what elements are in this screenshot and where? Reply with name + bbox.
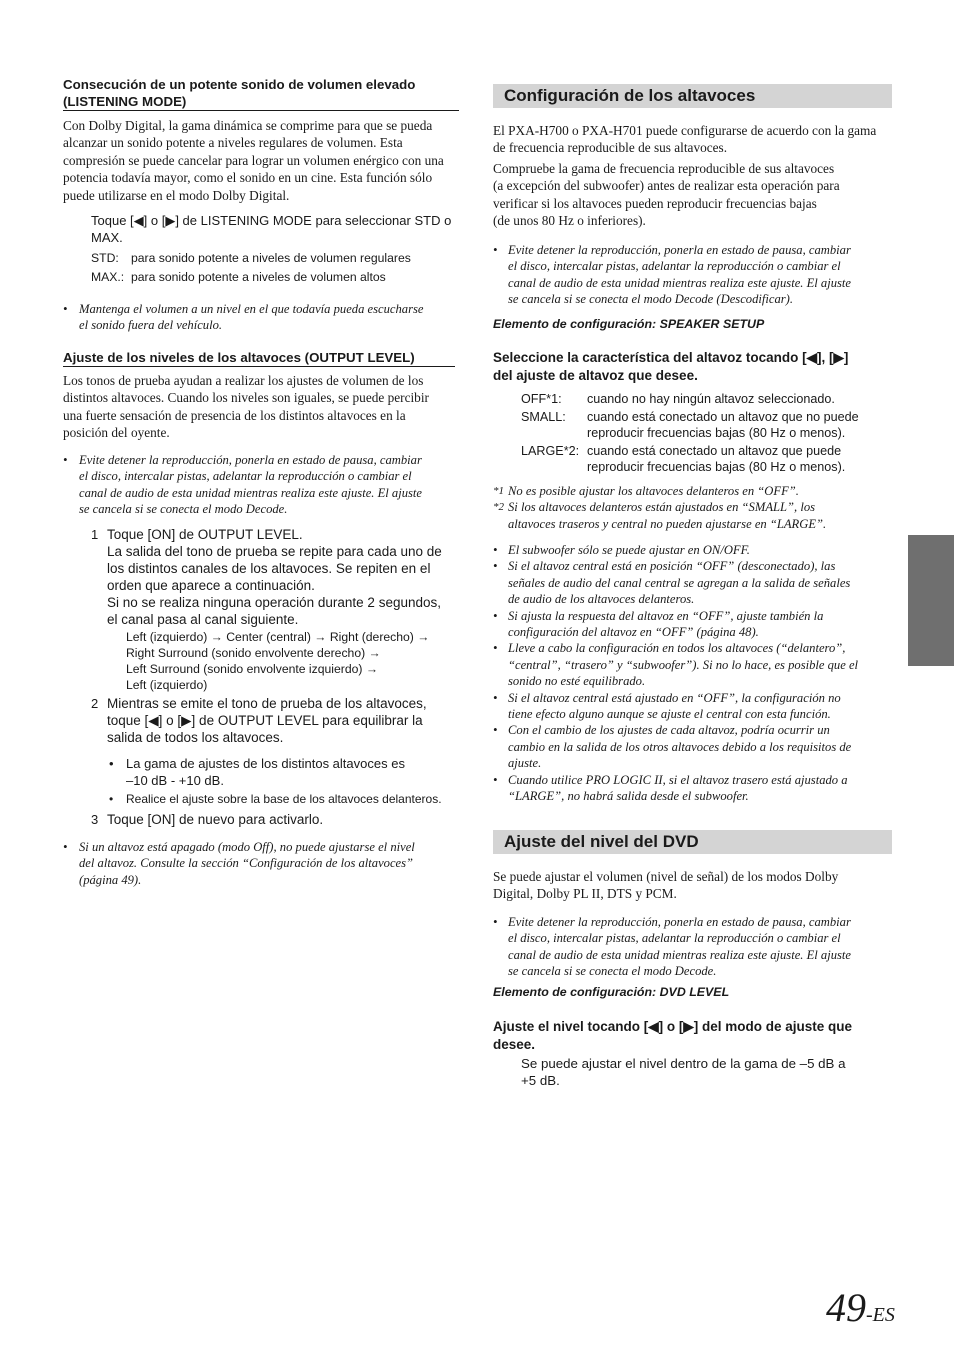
bullet: • bbox=[493, 723, 498, 738]
bullet: • bbox=[493, 772, 498, 787]
step-line: Si no se realiza ninguna operación durante 2 segundos, bbox=[107, 595, 441, 610]
body-line: Digital, Dolby PL II, DTS y PCM. bbox=[493, 886, 677, 902]
step-2-bullet-1 bbox=[109, 755, 463, 789]
bullet: • bbox=[493, 243, 498, 257]
footnotes bbox=[493, 483, 893, 532]
step-3 bbox=[91, 811, 463, 828]
listening-note bbox=[63, 301, 463, 334]
dvd-section-header bbox=[493, 830, 892, 854]
step-line: Toque [ON] de nuevo para activarlo. bbox=[107, 812, 324, 827]
section-title: Ajuste del nivel del DVD bbox=[504, 832, 699, 851]
note-line: Evite detener la reproducción, ponerla en estado de pausa, cambiar bbox=[508, 243, 851, 257]
note-line: el disco, intercalar pistas, adelantar la reproducción o cambiar el bbox=[79, 469, 412, 484]
note-line: Evite detener la reproducción, ponerla en estado de pausa, cambiar bbox=[508, 915, 851, 929]
output-level-note bbox=[63, 452, 463, 518]
page-suffix: -ES bbox=[866, 1304, 895, 1326]
max-label: MAX.: bbox=[91, 270, 125, 284]
body-line: distintos altavoces. Cuando los niveles son iguales, se puede percibir bbox=[63, 390, 429, 406]
step-line: orden que aparece a continuación. bbox=[107, 578, 315, 593]
note-line: el disco, intercalar pistas, adelantar la reproducción o cambiar el bbox=[508, 931, 841, 946]
note-line: Cuando utilice PRO LOGIC II, si el altavoz trasero está ajustado a bbox=[508, 772, 848, 787]
body-line: una fuerte sensación de presencia de los distintos altavoces en la bbox=[63, 407, 406, 423]
option-label: OFF*1: bbox=[521, 392, 562, 406]
body-line: compresión se puede cancelar para lograr un volumen enérgico con una bbox=[63, 152, 444, 168]
step-line: el canal pasa al canal siguiente. bbox=[107, 612, 299, 627]
body-line: Se puede ajustar el volumen (nivel de señal) de los modos Dolby bbox=[493, 869, 839, 884]
std-label: STD: bbox=[91, 251, 119, 265]
note-line: sonido no esté equilibrado. bbox=[508, 674, 646, 689]
option-text: reproducir frecuencias bajas (80 Hz o menos). bbox=[587, 426, 846, 440]
heading-line: Ajuste de los niveles de los altavoces (OUTPUT LEVEL) bbox=[63, 350, 415, 365]
heading-line: desee. bbox=[493, 1037, 536, 1052]
std-definition bbox=[91, 250, 461, 266]
bullet-line: La gama de ajustes de los distintos altavoces es bbox=[126, 756, 405, 771]
bullet: • bbox=[63, 840, 68, 854]
option-text: cuando no hay ningún altavoz seleccionado. bbox=[587, 392, 835, 406]
option-small bbox=[521, 409, 859, 441]
bullet: • bbox=[63, 302, 68, 316]
list-item bbox=[493, 690, 893, 723]
section-side-tab bbox=[908, 535, 954, 666]
sequence-line: Left Surround (sonido envolvente izquierdo) → bbox=[126, 662, 379, 676]
section-title: Configuración de los altavoces bbox=[504, 86, 756, 105]
bullet: • bbox=[493, 559, 498, 574]
footnote-text: Si los altavoces delanteros están ajustados en “SMALL”, los bbox=[508, 500, 816, 515]
heading-line: Consecución de un potente sonido de volumen elevado bbox=[63, 77, 416, 92]
dvd-description bbox=[521, 1055, 893, 1089]
note-line: cambio en la salida de los otros altavoces debido a los requisitos de bbox=[508, 739, 852, 754]
list-item bbox=[493, 722, 893, 771]
step-line: Mientras se emite el tono de prueba de los altavoces, bbox=[107, 696, 427, 711]
list-item bbox=[493, 608, 893, 641]
note-line: Si el altavoz central está ajustado en “OFF”, la configuración no bbox=[508, 690, 841, 705]
output-level-body bbox=[63, 372, 463, 442]
step-2 bbox=[91, 695, 463, 746]
note-line: Evite detener la reproducción, ponerla en estado de pausa, cambiar bbox=[79, 453, 422, 467]
bullet: • bbox=[493, 915, 498, 929]
bullet: • bbox=[493, 608, 498, 623]
bullet: • bbox=[63, 453, 68, 467]
sequence-line: Left (izquierdo) bbox=[126, 678, 208, 692]
listening-mode-body bbox=[63, 117, 463, 204]
instruction-line: Toque [◀] o [▶] de LISTENING MODE para seleccionar STD o bbox=[91, 213, 452, 228]
step-number: 3 bbox=[91, 812, 99, 827]
listening-instruction bbox=[91, 212, 461, 246]
note-line: (página 49). bbox=[79, 872, 142, 887]
body-line: posición del oyente. bbox=[63, 425, 170, 441]
note-line: tiene efecto alguno aunque se ajuste el central con esta función. bbox=[508, 707, 831, 722]
body-line: Con Dolby Digital, la gama dinámica se comprime para que se pueda bbox=[63, 118, 433, 133]
step-2-bullet-2 bbox=[109, 791, 463, 807]
note-line: se cancela si se conecta el modo Decode. bbox=[508, 964, 717, 979]
config-note bbox=[493, 242, 893, 308]
option-large bbox=[521, 443, 845, 475]
step-line: toque [◀] o [▶] de OUTPUT LEVEL para equilibrar la bbox=[107, 713, 423, 728]
body-line: (a excepción del subwoofer) antes de realizar esta operación para bbox=[493, 178, 840, 194]
footnote-mark: *2 bbox=[493, 501, 504, 514]
page-number bbox=[826, 1284, 895, 1339]
config-notes-list bbox=[493, 542, 893, 805]
body-line: Compruebe la gama de frecuencia reproducible de sus altavoces bbox=[493, 160, 835, 176]
max-text: para sonido potente a niveles de volumen altos bbox=[131, 270, 386, 284]
bullet: • bbox=[109, 756, 114, 771]
note-line: del altavoz. Consulte la sección “Configuración de los altavoces” bbox=[79, 856, 414, 871]
footnote-2 bbox=[493, 499, 893, 532]
body-line: potencia todavía mayor, como el sonido en un cine. Esta función sólo bbox=[63, 170, 433, 186]
sequence-line: Left (izquierdo) → Center (central) → Right (derecho) → bbox=[126, 630, 430, 644]
note-line: señales de audio del canal central se agregan a la salida de señales bbox=[508, 575, 851, 590]
std-text: para sonido potente a niveles de volumen regulares bbox=[131, 251, 411, 265]
note-line: el disco, intercalar pistas, adelantar la reproducción o cambiar el bbox=[508, 259, 841, 274]
channel-sequence bbox=[126, 629, 466, 693]
option-off bbox=[521, 391, 835, 407]
note-line: ajuste. bbox=[508, 756, 542, 771]
body-line: Los tonos de prueba ayudan a realizar los ajustes de volumen de los bbox=[63, 373, 424, 388]
final-note bbox=[63, 839, 463, 888]
step-1 bbox=[91, 526, 463, 628]
note-line: Lleve a cabo la configuración en todos los altavoces (“delantero”, bbox=[508, 641, 846, 656]
instruction-line: MAX. bbox=[91, 230, 123, 245]
note-line: “LARGE”, no habrá salida desde el subwoofer. bbox=[508, 789, 749, 804]
note-line: Si un altavoz está apagado (modo Off), no puede ajustarse el nivel bbox=[79, 840, 415, 854]
heading-line: (LISTENING MODE) bbox=[63, 94, 187, 109]
note-line: se cancela si se conecta el modo Decode (Descodificar). bbox=[508, 292, 794, 307]
heading-line: Seleccione la característica del altavoz tocando [◀], [▶] bbox=[493, 350, 849, 365]
body-line: puede utilizarse en el modo Dolby Digital. bbox=[63, 187, 290, 203]
option-text: cuando está conectado un altavoz que no puede bbox=[587, 410, 859, 424]
select-heading bbox=[493, 349, 893, 385]
list-item bbox=[493, 542, 893, 558]
bullet-line: –10 dB - +10 dB. bbox=[126, 773, 224, 788]
max-definition bbox=[91, 269, 461, 285]
body-line: de frecuencia reproducible de sus altavoces. bbox=[493, 140, 728, 156]
note-line: canal de audio de esta unidad mientras realiza este ajuste. El ajuste bbox=[508, 947, 852, 962]
note-line: Si el altavoz central está en posición “OFF” (desconectado), las bbox=[508, 559, 836, 574]
sequence-line: Right Surround (sonido envolvente derecho) → bbox=[126, 646, 381, 660]
bullet: • bbox=[109, 792, 114, 806]
step-line: Toque [ON] de OUTPUT LEVEL. bbox=[107, 527, 303, 542]
dvd-note bbox=[493, 914, 893, 980]
listening-mode-heading bbox=[63, 76, 459, 111]
list-item bbox=[493, 772, 893, 805]
step-line: La salida del tono de prueba se repite para cada uno de bbox=[107, 544, 442, 559]
body-line: alcanzar un sonido potente a niveles regulares de volumen. Esta bbox=[63, 135, 403, 151]
note-line: de audio de los altavoces delanteros. bbox=[508, 592, 695, 607]
footnote-text: altavoces traseros y central no pueden ajustarse en “LARGE”. bbox=[508, 516, 827, 531]
dvd-body bbox=[493, 868, 893, 903]
note-line: se cancela si se conecta el modo Decode. bbox=[79, 502, 288, 517]
list-item bbox=[493, 558, 893, 607]
bullet-line: Realice el ajuste sobre la base de los altavoces delanteros. bbox=[126, 792, 442, 806]
config-section-header bbox=[493, 84, 892, 108]
note-line: el sonido fuera del vehículo. bbox=[79, 318, 223, 333]
body-line: verificar si los altavoces pueden reproducir frecuencias bajas bbox=[493, 195, 817, 211]
note-line: canal de audio de esta unidad mientras realiza este ajuste. El ajuste bbox=[79, 485, 423, 500]
note-line: “central”, “trasero” y “subwoofer”). Si no lo hace, es posible que el bbox=[508, 657, 859, 672]
step-line: los distintos canales de los altavoces. Se repiten en el bbox=[107, 561, 431, 576]
heading-line: Ajuste el nivel tocando [◀] o [▶] del modo de ajuste que bbox=[493, 1019, 853, 1034]
option-label: SMALL: bbox=[521, 410, 566, 424]
option-text: reproducir frecuencias bajas (80 Hz o menos). bbox=[587, 460, 846, 474]
heading-line: del ajuste de altavoz que desee. bbox=[493, 368, 698, 383]
footnote-text: No es posible ajustar los altavoces delanteros en “OFF”. bbox=[508, 484, 799, 498]
note-line: canal de audio de esta unidad mientras realiza este ajuste. El ajuste bbox=[508, 275, 852, 290]
step-number: 2 bbox=[91, 696, 99, 711]
page-number-value: 49 bbox=[826, 1285, 866, 1330]
note-line: El subwoofer sólo se puede ajustar en ON/OFF. bbox=[508, 543, 750, 557]
body-line: El PXA-H700 o PXA-H701 puede configurarse de acuerdo con la gama bbox=[493, 123, 877, 138]
note-line: Con el cambio de los ajustes de cada altavoz, podría ocurrir un bbox=[508, 723, 830, 738]
step-line: salida de todos los altavoces. bbox=[107, 730, 284, 745]
output-level-heading bbox=[63, 349, 455, 367]
list-item bbox=[493, 640, 893, 689]
body-line: (de unos 80 Hz o inferiores). bbox=[493, 213, 646, 229]
bullet: • bbox=[493, 690, 498, 705]
bullet: • bbox=[493, 543, 498, 557]
bullet: • bbox=[493, 641, 498, 656]
desc-line: Se puede ajustar el nivel dentro de la gama de –5 dB a bbox=[521, 1056, 846, 1071]
note-line: Mantenga el volumen a un nivel en el que todavía pueda escucharse bbox=[79, 302, 424, 316]
desc-line: +5 dB. bbox=[521, 1073, 560, 1088]
option-text: cuando está conectado un altavoz que puede bbox=[587, 444, 842, 458]
note-line: Si ajusta la respuesta del altavoz en “OFF”, ajuste también la bbox=[508, 608, 824, 623]
dvd-item-label: Elemento de configuración: DVD LEVEL bbox=[493, 985, 730, 999]
config-body bbox=[493, 122, 893, 229]
step-number: 1 bbox=[91, 527, 99, 542]
dvd-heading bbox=[493, 1018, 893, 1054]
config-item-label: Elemento de configuración: SPEAKER SETUP bbox=[493, 317, 765, 331]
note-line: configuración del altavoz en “OFF” (página 48). bbox=[508, 625, 759, 640]
option-label: LARGE*2: bbox=[521, 444, 580, 458]
footnote-mark: *1 bbox=[493, 485, 504, 497]
footnote-1 bbox=[493, 483, 893, 499]
